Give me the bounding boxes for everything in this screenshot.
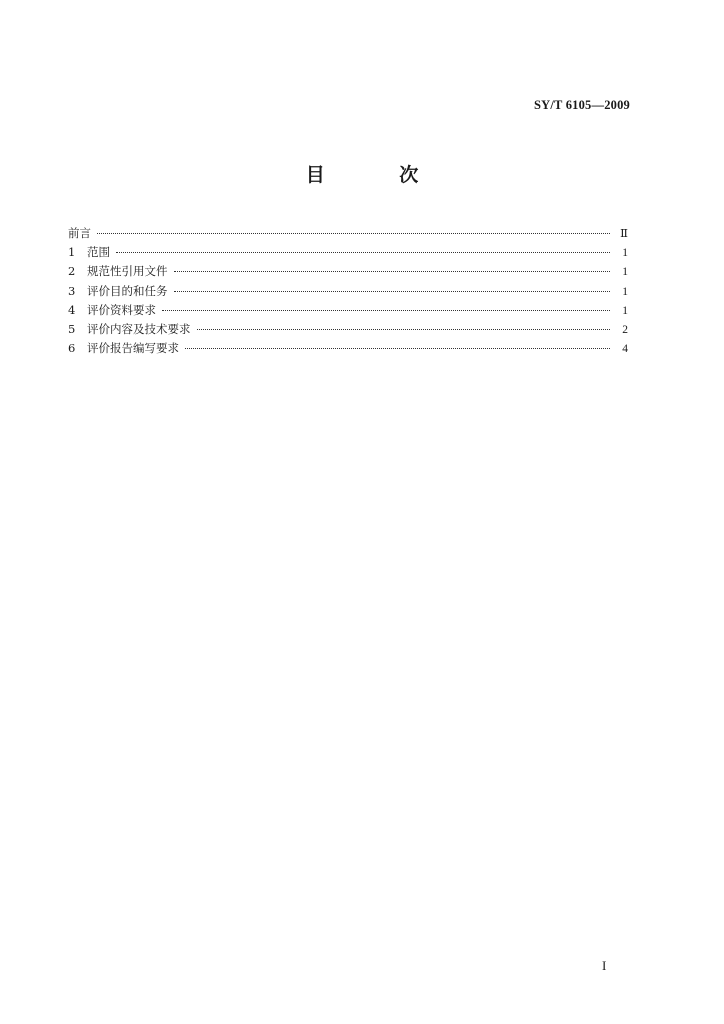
dot-leader xyxy=(174,271,611,272)
toc-entry-page: 1 xyxy=(622,266,628,279)
toc-entry-foreword[interactable] xyxy=(68,224,628,243)
toc-entry-number: 2 xyxy=(68,264,76,279)
toc-entry-report-writing-requirements[interactable] xyxy=(68,339,628,358)
dot-leader xyxy=(174,291,611,292)
toc-entry-page: Ⅱ xyxy=(620,228,628,240)
toc-entry-page: 1 xyxy=(622,304,628,317)
toc-entry-number: 5 xyxy=(68,321,76,336)
toc-entry-number: 6 xyxy=(68,341,76,356)
toc-entry-number: 3 xyxy=(68,283,76,298)
dot-leader xyxy=(97,233,610,234)
toc-entry-label: 评价内容及技术要求 xyxy=(87,321,191,336)
toc-entry-number: 4 xyxy=(68,302,76,317)
toc-entry-page: 4 xyxy=(622,343,628,356)
toc-entry-number: 1 xyxy=(68,245,76,260)
toc-entry-label: 规范性引用文件 xyxy=(87,264,168,279)
dot-leader xyxy=(162,310,610,311)
toc-entry-content-and-technical-requirements[interactable] xyxy=(68,320,628,339)
toc-entry-label: 评价目的和任务 xyxy=(87,283,168,298)
dot-leader xyxy=(185,348,610,349)
toc-entry-normative-references[interactable] xyxy=(68,262,628,281)
toc-title: 目 次 xyxy=(305,164,453,186)
toc-entry-page: 1 xyxy=(622,247,628,260)
standard-code: SY/T 6105—2009 xyxy=(534,98,630,112)
toc-entry-data-requirements[interactable] xyxy=(68,301,628,320)
toc-entry-page: 2 xyxy=(622,323,628,336)
toc-entry-label: 前言 xyxy=(68,226,91,240)
table-of-contents xyxy=(68,224,628,358)
page-number: I xyxy=(602,958,607,973)
dot-leader xyxy=(116,252,610,253)
toc-entry-scope[interactable] xyxy=(68,243,628,262)
toc-entry-page: 1 xyxy=(622,285,628,298)
dot-leader xyxy=(197,329,611,330)
toc-entry-purpose-and-tasks[interactable] xyxy=(68,282,628,301)
toc-entry-label: 范围 xyxy=(87,245,110,260)
toc-entry-label: 评价报告编写要求 xyxy=(87,341,179,356)
toc-entry-label: 评价资料要求 xyxy=(87,302,156,317)
